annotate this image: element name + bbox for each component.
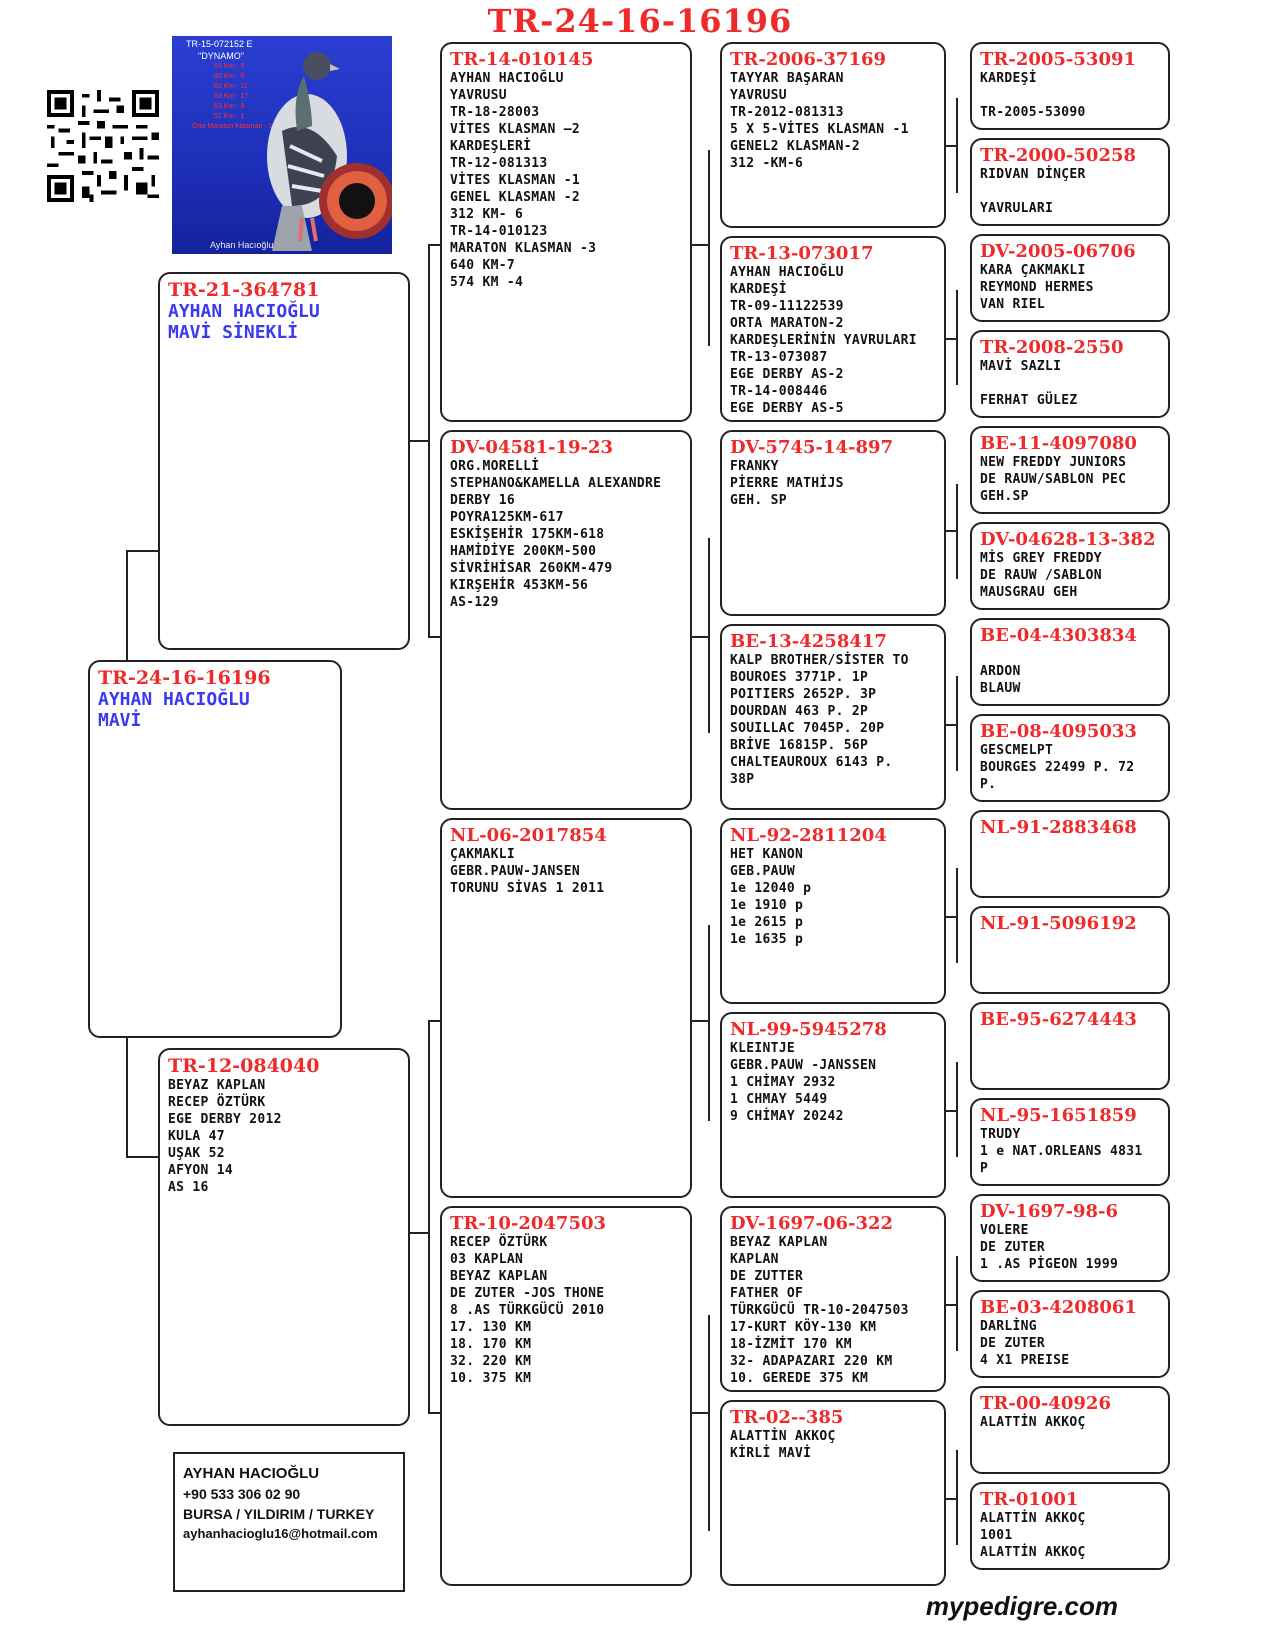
pedigree-line: GESCMELPT <box>980 743 1054 758</box>
connector <box>956 676 958 771</box>
pedigree-line: 03 KAPLAN <box>450 1252 524 1267</box>
pedigree-line: SİVRİHİSAR 260KM-479 <box>450 561 613 576</box>
ring-number: DV-04581-19-23 <box>450 437 614 458</box>
pedigree-line: ALATTİN AKKOÇ <box>980 1545 1086 1560</box>
pedigree-line: 8 .AS TÜRKGÜCÜ 2010 <box>450 1303 605 1318</box>
great-great-grandparent-card[interactable] <box>970 330 1170 418</box>
pedigree-line: MAVİ SAZLI <box>980 359 1062 374</box>
pedigree-line: ÇAKMAKLI <box>450 847 516 862</box>
pedigree-line: FATHER OF <box>730 1286 804 1301</box>
great-grandparent-card[interactable] <box>720 236 946 422</box>
pedigree-line: YAVRUSU <box>450 88 507 103</box>
connector <box>690 1020 708 1022</box>
pedigree-line: 1 .AS PİGEON 1999 <box>980 1257 1119 1272</box>
pedigree-line: DE RAUW/SABLON PEC <box>980 472 1127 487</box>
sire-ring: TR-21-364781 <box>168 279 320 301</box>
photo-result: 51 Km - 1 <box>214 113 245 120</box>
connector <box>428 1412 440 1414</box>
pedigree-line: YAVRUSU <box>730 88 787 103</box>
pedigree-line: ALATTİN AKKOÇ <box>980 1511 1086 1526</box>
pedigree-line: 1001 <box>980 1528 1013 1543</box>
pedigree-line: TORUNU SİVAS 1 2011 <box>450 881 605 896</box>
dam-line: AS 16 <box>168 1180 209 1195</box>
pedigree-line: VİTES KLASMAN -1 <box>450 173 581 188</box>
pedigree-line: BRİVE 16815P. 56P <box>730 738 869 753</box>
pedigree-line: 574 KM -4 <box>450 275 524 290</box>
contact-phone[interactable]: +90 533 306 02 90 <box>183 1486 301 1502</box>
pedigree-line: KARDEŞİ <box>980 71 1037 86</box>
pedigree-line: 1e 1910 p <box>730 898 804 913</box>
great-great-grandparent-card[interactable] <box>970 1386 1170 1474</box>
pedigree-line: YAVRULARI <box>980 201 1054 216</box>
great-great-grandparent-card[interactable] <box>970 42 1170 130</box>
pedigree-line: TR-14-008446 <box>730 384 828 399</box>
pedigree-line: MİS GREY FREDDY <box>980 551 1102 566</box>
qr-code[interactable] <box>47 90 159 202</box>
pedigree-line: 1 CHMAY 5449 <box>730 1092 828 1107</box>
pedigree-line: 17. 130 KM <box>450 1320 532 1335</box>
pedigree-line: 18. 170 KM <box>450 1337 532 1352</box>
pedigree-line: AYHAN HACIOĞLU <box>450 71 564 86</box>
pigeon-illustration <box>252 36 392 256</box>
great-grandparent-card[interactable] <box>720 1206 946 1392</box>
connector <box>708 1315 710 1531</box>
pedigree-line: DE RAUW /SABLON <box>980 568 1102 583</box>
connector <box>690 636 708 638</box>
pedigree-line: POYRA125KM-617 <box>450 510 564 525</box>
dam-ring: TR-12-084040 <box>168 1055 320 1077</box>
pedigree-line: DE ZUTER -JOS THONE <box>450 1286 605 1301</box>
pedigree-line: MARATON KLASMAN -3 <box>450 241 597 256</box>
ring-number: DV-5745-14-897 <box>730 437 894 458</box>
connector <box>956 1256 958 1351</box>
connector <box>690 1412 708 1414</box>
great-great-grandparent-card[interactable] <box>970 714 1170 802</box>
pedigree-line: P <box>980 1161 989 1176</box>
ring-number: DV-1697-98-6 <box>980 1201 1119 1222</box>
pedigree-line: FRANKY <box>730 459 779 474</box>
great-great-grandparent-card[interactable] <box>970 906 1170 994</box>
pedigree-line: TR-2012-081313 <box>730 105 844 120</box>
pedigree-line: AYHAN HACIOĞLU <box>730 265 844 280</box>
ring-number: NL-95-1651859 <box>980 1105 1137 1126</box>
pedigree-line: POITIERS 2652P. 3P <box>730 687 877 702</box>
photo-ring: TR-15-072152 E <box>186 39 253 49</box>
connector <box>126 1156 158 1158</box>
ring-number: BE-08-4095033 <box>980 721 1137 742</box>
pedigree-line: ESKİŞEHİR 175KM-618 <box>450 527 605 542</box>
pedigree-line: 1e 12040 p <box>730 881 812 896</box>
pedigree-line: KARDEŞLERİNİN YAVRULARI <box>730 333 917 348</box>
pedigree-line: KARDEŞİ <box>730 282 787 297</box>
great-great-grandparent-card[interactable] <box>970 522 1170 610</box>
pedigree-line: ALATTİN AKKOÇ <box>730 1429 836 1444</box>
grandparent-card[interactable] <box>440 430 692 810</box>
pedigree-line: TR-18-28003 <box>450 105 540 120</box>
pedigree-line: TR-12-081313 <box>450 156 548 171</box>
pedigree-line <box>980 87 1164 104</box>
pedigree-line: DARLİNG <box>980 1319 1037 1334</box>
pedigree-line: TR-14-010123 <box>450 224 548 239</box>
dam-line: EGE DERBY 2012 <box>168 1112 282 1127</box>
connector <box>428 636 440 638</box>
connector <box>956 290 958 385</box>
great-great-grandparent-card[interactable] <box>970 810 1170 898</box>
ring-number: TR-13-073017 <box>730 243 874 264</box>
ring-number: DV-04628-13-382 <box>980 529 1156 550</box>
pedigree-line: RECEP ÖZTÜRK <box>450 1235 548 1250</box>
contact-name: AYHAN HACIOĞLU <box>183 1465 320 1482</box>
pedigree-line: BLAUW <box>980 681 1021 696</box>
great-great-grandparent-card[interactable] <box>970 1290 1170 1378</box>
pigeon-photo-card[interactable] <box>172 36 392 256</box>
photo-result: 63 Km - 5 <box>214 63 245 70</box>
pedigree-line: BOUROES 3771P. 1P <box>730 670 869 685</box>
great-grandparent-card[interactable] <box>720 42 946 228</box>
photo-result: 63 Km - 17 <box>214 93 249 100</box>
pedigree-line: AS-129 <box>450 595 499 610</box>
pedigree-line: GEBR.PAUW-JANSEN <box>450 864 581 879</box>
great-great-grandparent-card[interactable] <box>970 1098 1170 1186</box>
pedigree-line: GEH. SP <box>730 493 787 508</box>
pedigree-line: ORG.MORELLİ <box>450 459 540 474</box>
pedigree-line: EGE DERBY AS-2 <box>730 367 844 382</box>
pedigree-line: DE ZUTTER <box>730 1269 804 1284</box>
great-great-grandparent-card[interactable] <box>970 426 1170 514</box>
pedigree-line: NEW FREDDY JUNIORS <box>980 455 1127 470</box>
pedigree-line: BOURGES 22499 P. 72 <box>980 760 1135 775</box>
pedigree-line: TAYYAR BAŞARAN <box>730 71 844 86</box>
pedigree-line: KLEINTJE <box>730 1041 796 1056</box>
pedigree-line: 5 X 5-VİTES KLASMAN -1 <box>730 122 909 137</box>
pedigree-line: EGE DERBY AS-5 <box>730 401 844 416</box>
great-grandparent-card[interactable] <box>720 1400 946 1586</box>
pedigree-line: GEBR.PAUW -JANSSEN <box>730 1058 877 1073</box>
pedigree-line <box>980 183 1164 200</box>
ring-number: BE-11-4097080 <box>980 433 1137 454</box>
pedigree-line: 4 X1 PREISE <box>980 1353 1070 1368</box>
connector <box>956 98 958 193</box>
photo-owner: Ayhan Hacıoğlu <box>210 240 274 250</box>
pedigree-line: 9 CHİMAY 20242 <box>730 1109 844 1124</box>
pedigree-line: BEYAZ KAPLAN <box>450 1269 548 1284</box>
great-great-grandparent-card[interactable] <box>970 1482 1170 1570</box>
pedigree-line: 312 KM- 6 <box>450 207 524 222</box>
pedigree-line: STEPHANO&KAMELLA ALEXANDRE <box>450 476 662 491</box>
pedigree-line: 10. 375 KM <box>450 1371 532 1386</box>
connector <box>428 1020 440 1022</box>
connector <box>956 1062 958 1157</box>
ring-number: BE-03-4208061 <box>980 1297 1137 1318</box>
contact-email[interactable]: ayhanhacioglu16@hotmail.com <box>183 1526 378 1541</box>
dam-line: RECEP ÖZTÜRK <box>168 1095 266 1110</box>
ring-number: NL-91-5096192 <box>980 913 1137 934</box>
pedigree-line: 1 e NAT.ORLEANS 4831 <box>980 1144 1143 1159</box>
ring-number: DV-1697-06-322 <box>730 1213 894 1234</box>
photo-result: Orta Maraton Klasman - 1 <box>192 123 273 130</box>
pedigree-line: 18-İZMİT 170 KM <box>730 1337 852 1352</box>
pedigree-line: BEYAZ KAPLAN <box>730 1235 828 1250</box>
subject-color: MAVİ <box>98 710 142 731</box>
sire-owner: AYHAN HACIOĞLU <box>168 301 320 322</box>
ring-number: TR-2005-53091 <box>980 49 1137 70</box>
ring-number: BE-95-6274443 <box>980 1009 1137 1030</box>
connector <box>956 484 958 579</box>
pedigree-line: GEB.PAUW <box>730 864 796 879</box>
pedigree-line: HET KANON <box>730 847 804 862</box>
pedigree-line: CHALTEAUROUX 6143 P. <box>730 755 893 770</box>
pedigree-line: 640 KM-7 <box>450 258 516 273</box>
pedigree-line: KALP BROTHER/SİSTER TO <box>730 653 909 668</box>
pedigree-line: ARDON <box>980 664 1021 679</box>
pedigree-line: GENEL KLASMAN -2 <box>450 190 581 205</box>
pedigree-line: ALATTİN AKKOÇ <box>980 1415 1086 1430</box>
ring-number: TR-14-010145 <box>450 49 594 70</box>
photo-name: "DYNAMO" <box>198 51 244 61</box>
great-great-grandparent-card[interactable] <box>970 234 1170 322</box>
pedigree-line: 17-KURT KÖY-130 KM <box>730 1320 877 1335</box>
connector <box>708 925 710 1121</box>
great-great-grandparent-card[interactable] <box>970 1002 1170 1090</box>
pedigree-line: KARDEŞLERİ <box>450 139 532 154</box>
ring-number: TR-00-40926 <box>980 1393 1111 1414</box>
pedigree-line: RIDVAN DİNÇER <box>980 167 1086 182</box>
pedigree-line: VAN RIEL <box>980 297 1046 312</box>
ring-number: DV-2005-06706 <box>980 241 1136 262</box>
pedigree-line: 10. GEREDE 375 KM <box>730 1371 869 1386</box>
great-great-grandparent-card[interactable] <box>970 1194 1170 1282</box>
connector <box>428 244 430 637</box>
pedigree-line: 32. 220 KM <box>450 1354 532 1369</box>
pedigree-line: DE ZUTER <box>980 1240 1046 1255</box>
ring-number: BE-13-4258417 <box>730 631 887 652</box>
subject-card[interactable] <box>88 660 342 1038</box>
pedigree-line: REYMOND HERMES <box>980 280 1094 295</box>
great-grandparent-card[interactable] <box>720 430 946 616</box>
pedigree-line: 1e 1635 p <box>730 932 804 947</box>
great-grandparent-card[interactable] <box>720 818 946 1004</box>
connector <box>708 150 710 346</box>
pedigree-line: KARA ÇAKMAKLI <box>980 263 1086 278</box>
connector <box>690 244 708 246</box>
footer-site[interactable]: mypedigre.com <box>925 1591 1118 1621</box>
pedigree-line: TR-09-11122539 <box>730 299 844 314</box>
dam-card[interactable] <box>158 1048 410 1426</box>
connector <box>126 550 158 552</box>
pedigree-line <box>980 646 1164 663</box>
pedigree-line: TR-2005-53090 <box>980 105 1086 120</box>
pedigree-line: 1 CHİMAY 2932 <box>730 1075 836 1090</box>
contact-location: BURSA / YILDIRIM / TURKEY <box>183 1506 375 1522</box>
ring-number: TR-02--385 <box>730 1407 844 1428</box>
sire-card[interactable] <box>158 272 410 650</box>
pedigree-title: TR-24-16-16196 <box>487 2 793 40</box>
pedigree-line: KAPLAN <box>730 1252 779 1267</box>
great-grandparent-card[interactable] <box>720 1012 946 1198</box>
ring-number: NL-91-2883468 <box>980 817 1137 838</box>
ring-number: NL-06-2017854 <box>450 825 607 846</box>
photo-bottom-bar <box>172 254 392 256</box>
great-great-grandparent-card[interactable] <box>970 138 1170 226</box>
dam-line: BEYAZ KAPLAN <box>168 1078 266 1093</box>
pedigree-line: TÜRKGÜCÜ TR-10-2047503 <box>730 1303 909 1318</box>
pedigree-line: ORTA MARATON-2 <box>730 316 844 331</box>
ring-number: TR-2006-37169 <box>730 49 887 70</box>
pedigree-line: MAUSGRAU GEH <box>980 585 1078 600</box>
connector <box>408 1232 428 1234</box>
pedigree-line: DERBY 16 <box>450 493 516 508</box>
photo-result: 63 Km - 6 <box>214 73 245 80</box>
pedigree-line: HAMİDİYE 200KM-500 <box>450 544 597 559</box>
pedigree-line: GENEL2 KLASMAN-2 <box>730 139 861 154</box>
grandparent-card[interactable] <box>440 1206 692 1586</box>
subject-owner: AYHAN HACIOĞLU <box>98 689 250 710</box>
pedigree-line: VİTES KLASMAN —2 <box>450 122 581 137</box>
pedigree-line <box>980 375 1164 392</box>
pedigree-line: P. <box>980 777 997 792</box>
connector <box>708 538 710 733</box>
ring-number: TR-2008-2550 <box>980 337 1124 358</box>
dam-line: AFYON 14 <box>168 1163 234 1178</box>
ring-number: TR-10-2047503 <box>450 1213 607 1234</box>
connector <box>956 868 958 963</box>
grandparent-card[interactable] <box>440 42 692 422</box>
connector <box>428 1020 430 1413</box>
connector <box>956 1450 958 1545</box>
pedigree-line: SOUILLAC 7045P. 20P <box>730 721 885 736</box>
pedigree-line: PİERRE MATHİJS <box>730 476 844 491</box>
pedigree-line: 38P <box>730 772 755 787</box>
ring-number: TR-01001 <box>980 1489 1079 1510</box>
photo-result: 63 Km - 8 <box>214 103 245 110</box>
pedigree-line: DOURDAN 463 P. 2P <box>730 704 869 719</box>
pedigree-line: 32- ADAPAZARI 220 KM <box>730 1354 893 1369</box>
pedigree-line: VOLERE <box>980 1223 1029 1238</box>
pedigree-line: DE ZUTER <box>980 1336 1046 1351</box>
ring-number: NL-92-2811204 <box>730 825 887 846</box>
pedigree-line: FERHAT GÜLEZ <box>980 393 1078 408</box>
ring-number: TR-2000-50258 <box>980 145 1137 166</box>
pedigree-line: KİRLİ MAVİ <box>730 1446 812 1461</box>
connector <box>408 440 428 442</box>
sire-color: MAVİ SİNEKLİ <box>168 322 299 343</box>
ring-number: BE-04-4303834 <box>980 625 1137 646</box>
pedigree-line: TR-13-073087 <box>730 350 828 365</box>
pedigree-line: 1e 2615 p <box>730 915 804 930</box>
grandparent-card[interactable] <box>440 818 692 1198</box>
breeder-contact-card <box>173 1452 405 1592</box>
pedigree-line: 312 -KM-6 <box>730 156 804 171</box>
pedigree-line: GEH.SP <box>980 489 1029 504</box>
great-grandparent-card[interactable] <box>720 624 946 810</box>
photo-result: 63 Km - 11 <box>214 83 248 90</box>
ring-number: NL-99-5945278 <box>730 1019 887 1040</box>
dam-line: UŞAK 52 <box>168 1146 225 1161</box>
great-great-grandparent-card[interactable] <box>970 618 1170 706</box>
pedigree-line: KIRŞEHİR 453KM-56 <box>450 578 589 593</box>
pedigree-line: TRUDY <box>980 1127 1021 1142</box>
connector <box>428 244 440 246</box>
subject-ring: TR-24-16-16196 <box>98 667 271 689</box>
dam-line: KULA 47 <box>168 1129 225 1144</box>
